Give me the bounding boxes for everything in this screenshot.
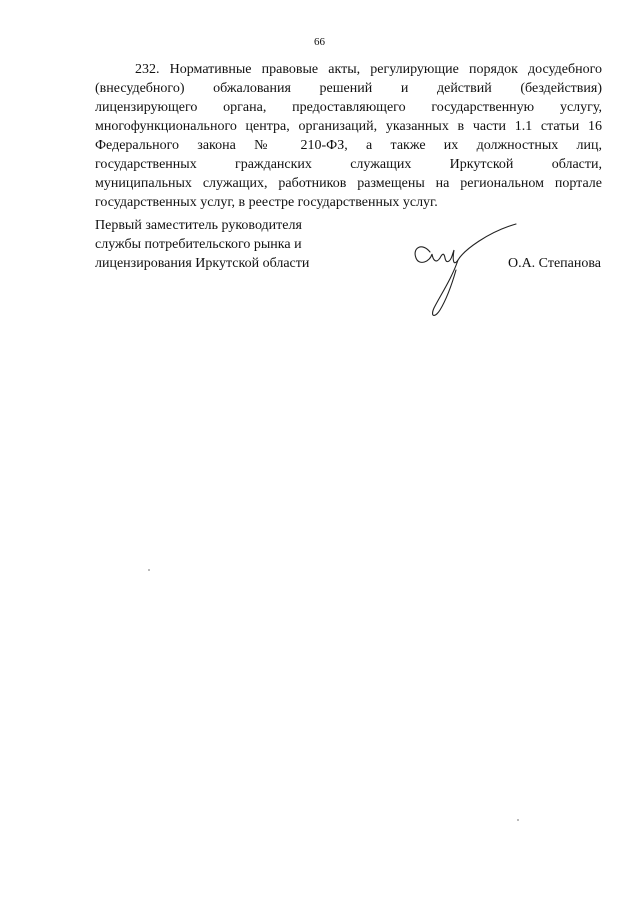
- legal-paragraph: [95, 60, 602, 212]
- paragraph-line: Федерального закона № 210-ФЗ, а также их должностных лиц,: [95, 138, 602, 153]
- signatory-position-line: Первый заместитель руководителя: [95, 218, 302, 233]
- paragraph-line: государственных гражданских служащих Иркутской области,: [95, 157, 602, 172]
- paragraph-line: 232. Нормативные правовые акты, регулирующие порядок досудебного: [135, 62, 602, 77]
- paragraph-line: государственных услуг, в реестре государственных услуг.: [95, 195, 438, 210]
- signatory-position: [95, 216, 309, 273]
- page-number: 66: [314, 36, 325, 48]
- paragraph-line: (внесудебного) обжалования решений и действий (бездействия): [95, 81, 602, 96]
- signatory-position-line: лицензирования Иркутской области: [95, 256, 310, 271]
- signatory-position-line: службы потребительского рынка и: [95, 237, 302, 252]
- scan-speck: [148, 569, 150, 571]
- paragraph-line: многофункционального центра, организаций, указанных в части 1.1 статьи 16: [95, 119, 602, 134]
- paragraph-line: муниципальных служащих, работников размещены на региональном портале: [95, 176, 602, 191]
- scan-speck: [517, 819, 519, 821]
- signatory-name: О.А. Степанова: [507, 256, 601, 271]
- paragraph-line: лицензирующего органа, предоставляющего государственную услугу,: [95, 100, 602, 115]
